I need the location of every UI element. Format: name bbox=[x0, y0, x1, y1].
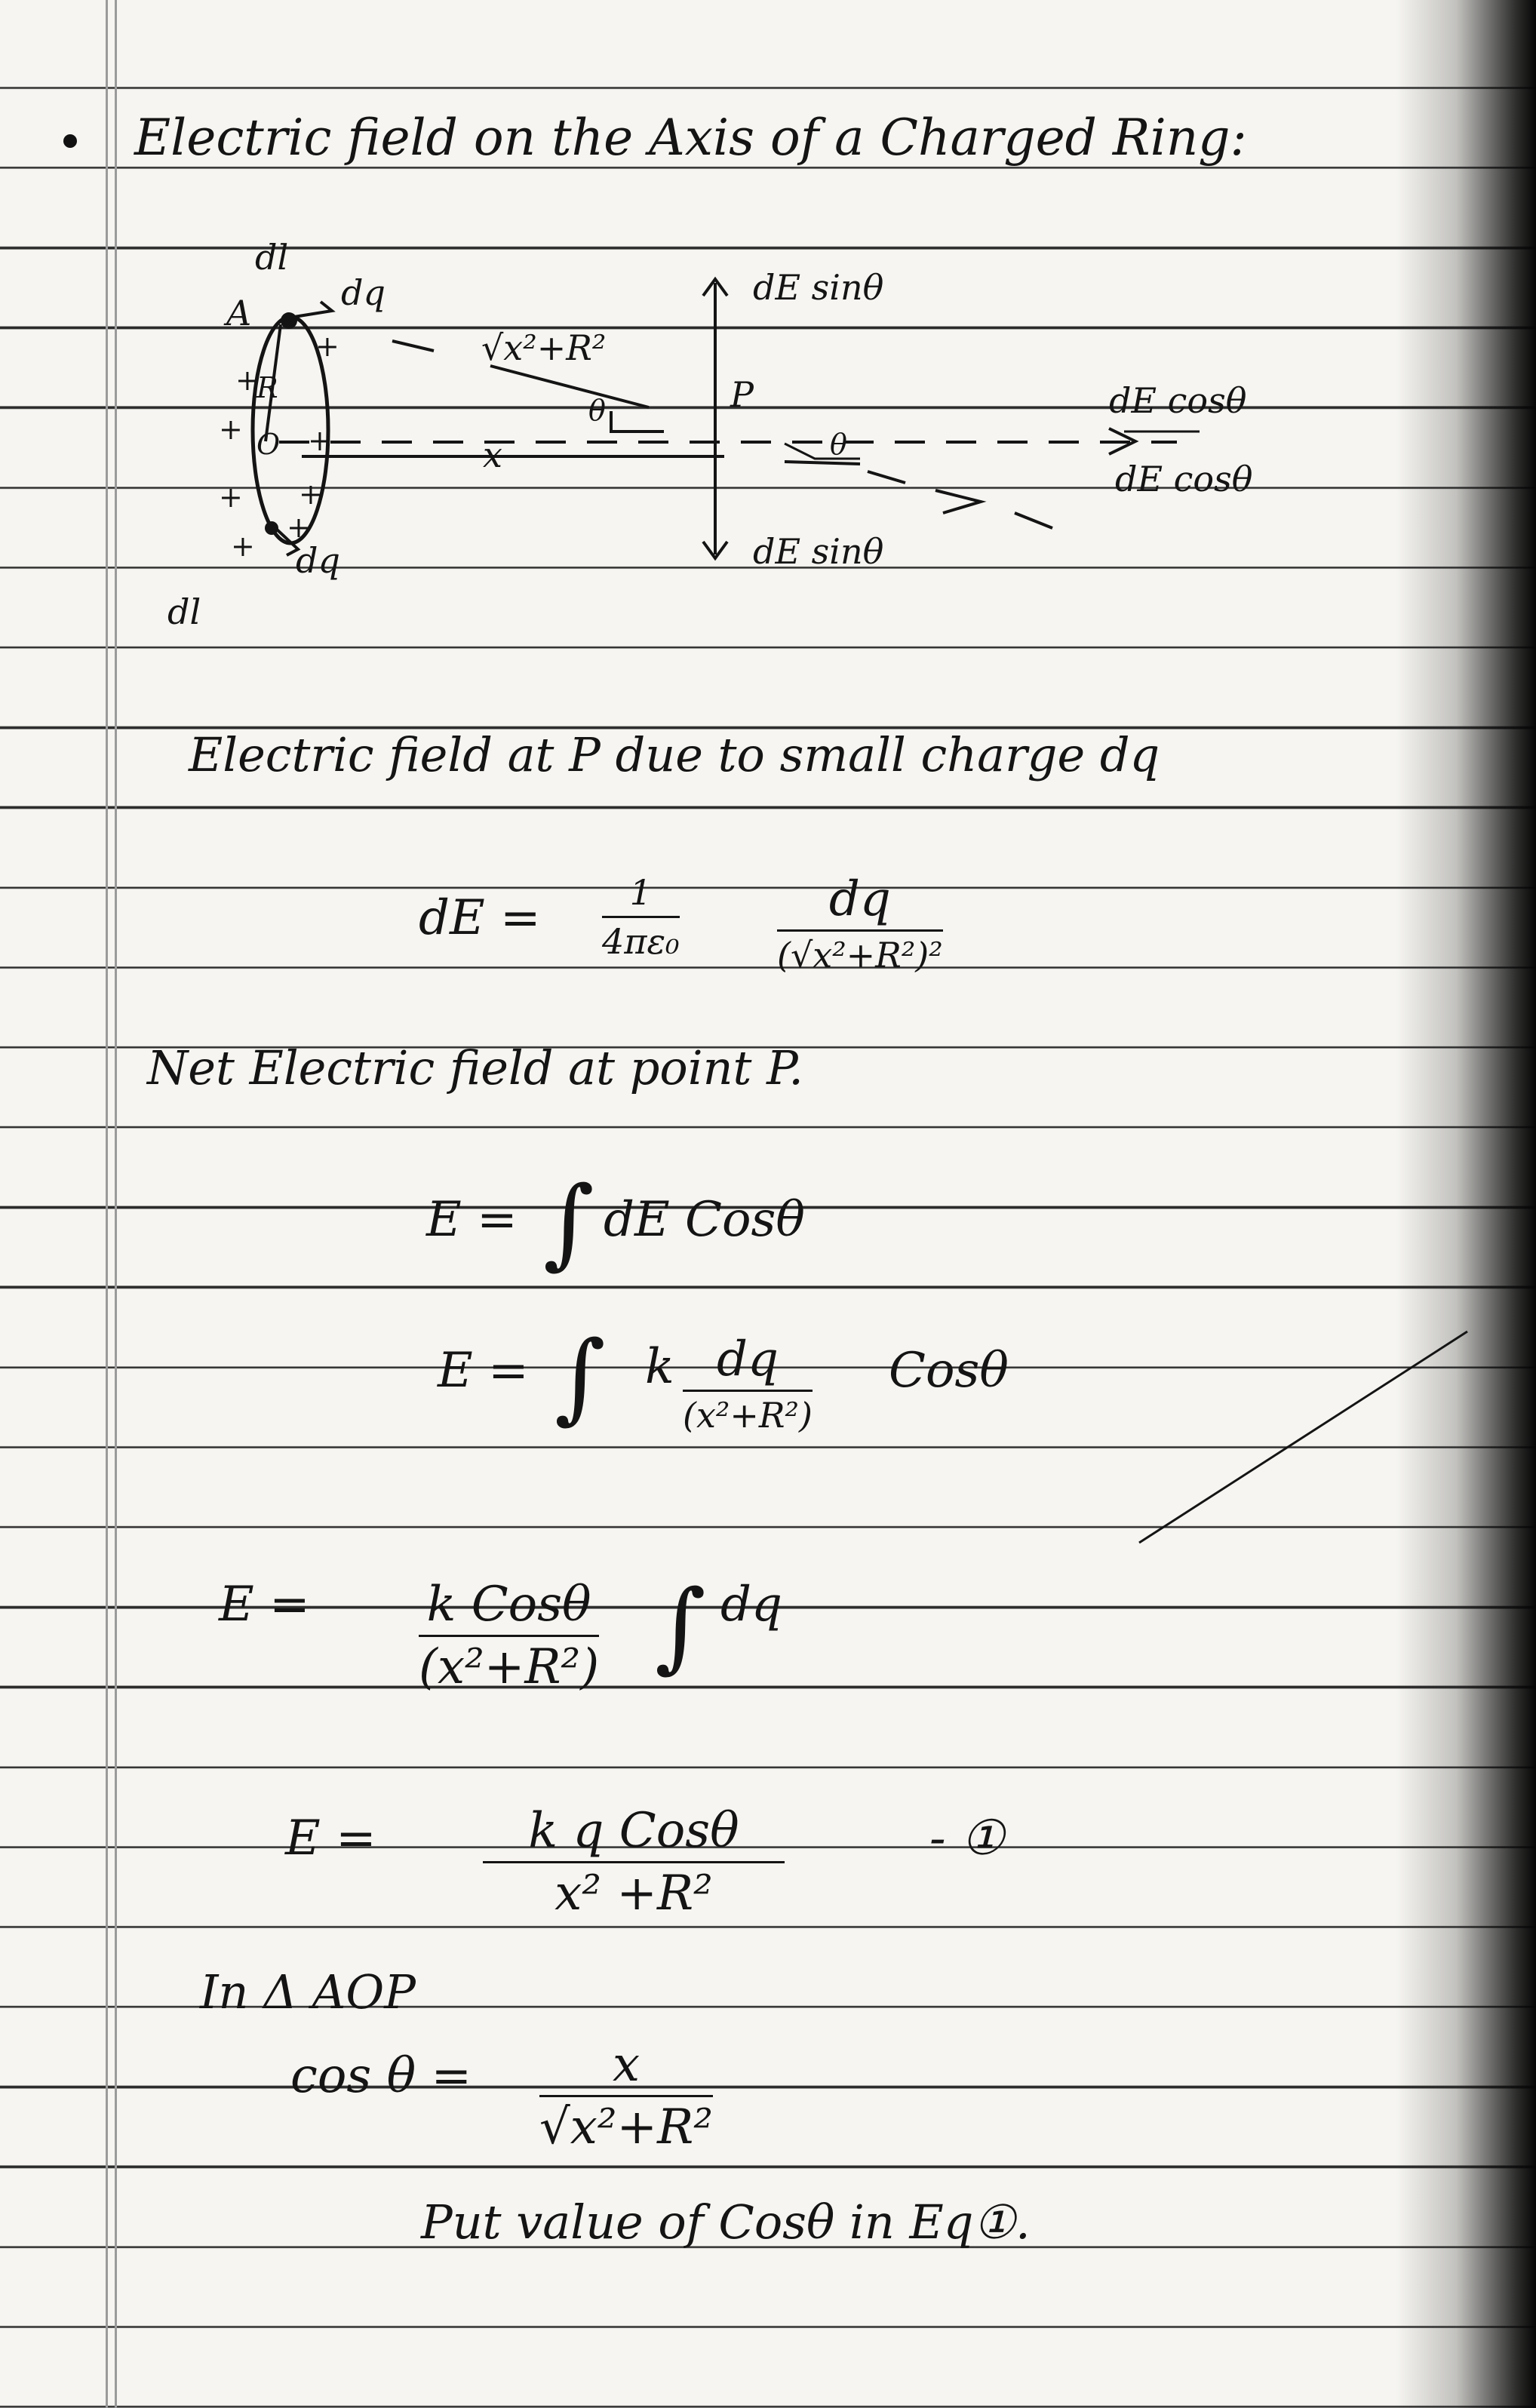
label-dE-sin-up: dE sinθ bbox=[753, 267, 884, 308]
eq6-lhs: cos θ = bbox=[290, 2048, 472, 2104]
eq2-integrand: dE Cosθ bbox=[604, 1192, 805, 1248]
text-line-put-value: Put value of Cosθ in Eq①. bbox=[421, 2195, 1031, 2250]
plus-sign: + bbox=[299, 478, 323, 511]
plus-sign: + bbox=[308, 424, 332, 457]
eq5-den: x² +R² bbox=[554, 1866, 713, 1921]
eq1-lhs: dE = bbox=[419, 890, 541, 946]
label-dq-top: dq bbox=[341, 272, 386, 313]
plus-sign: + bbox=[287, 511, 311, 544]
eq1-coef-den: 4πε₀ bbox=[602, 921, 680, 962]
label-dl-bottom: dl bbox=[167, 591, 201, 632]
plus-sign: + bbox=[315, 330, 339, 363]
eq2-lhs: E = bbox=[426, 1192, 518, 1248]
plus-sign: + bbox=[231, 530, 255, 563]
eq5-lhs: E = bbox=[285, 1811, 376, 1866]
eq5-num: k q Cosθ bbox=[528, 1803, 739, 1859]
label-A: A bbox=[226, 293, 252, 333]
eq4-integrand: dq bbox=[720, 1577, 782, 1632]
eq4-den: (x²+R²) bbox=[419, 1639, 600, 1695]
label-dE-cos-bottom: dE cosθ bbox=[1115, 459, 1253, 499]
label-x: x bbox=[483, 435, 502, 475]
eq5-tag: - ① bbox=[929, 1811, 1005, 1866]
eq6-num: x bbox=[612, 2037, 641, 2093]
plus-sign: + bbox=[235, 364, 260, 397]
label-O: O bbox=[257, 428, 281, 461]
eq1-den: (√x²+R²)² bbox=[777, 935, 943, 975]
eq1-num: dq bbox=[828, 871, 891, 927]
label-dl-top: dl bbox=[255, 237, 289, 278]
integral-sign: ∫ bbox=[543, 1165, 594, 1279]
page-heading: Electric field on the Axis of a Charged Ring: bbox=[134, 109, 1247, 167]
eq1-coef-num: 1 bbox=[629, 872, 652, 913]
eq4-lhs: E = bbox=[219, 1577, 310, 1632]
integral-sign: ∫ bbox=[554, 1319, 606, 1434]
plus-sign: + bbox=[219, 481, 243, 514]
eq3-lhs: E = bbox=[438, 1343, 529, 1399]
text-line-field-due-to-dq: Electric field at P due to small charge dq bbox=[189, 727, 1160, 782]
text-line-net-field: Net Electric field at point P. bbox=[147, 1040, 803, 1095]
eq3-tail: Cosθ bbox=[889, 1343, 1009, 1399]
label-dE-sin-down: dE sinθ bbox=[753, 531, 884, 572]
label-dE-cos-top: dE cosθ bbox=[1109, 380, 1247, 421]
label-P: P bbox=[730, 374, 754, 415]
plus-sign: + bbox=[219, 413, 243, 446]
label-R: R bbox=[257, 371, 278, 404]
integral-sign: ∫ bbox=[655, 1568, 706, 1683]
label-dq-bottom: dq bbox=[296, 540, 340, 581]
eq6-den: √x²+R² bbox=[539, 2099, 713, 2155]
label-theta-ring: θ bbox=[588, 394, 606, 427]
eq3-coef: k bbox=[645, 1339, 674, 1395]
label-hypotenuse: √x²+R² bbox=[481, 327, 607, 368]
eq3-num: dq bbox=[716, 1331, 779, 1387]
text-line-triangle: In Δ AOP bbox=[200, 1964, 416, 2019]
eq3-den: (x²+R²) bbox=[683, 1395, 813, 1436]
eq4-num: k Cosθ bbox=[426, 1577, 591, 1632]
label-theta-p: θ bbox=[830, 428, 847, 461]
